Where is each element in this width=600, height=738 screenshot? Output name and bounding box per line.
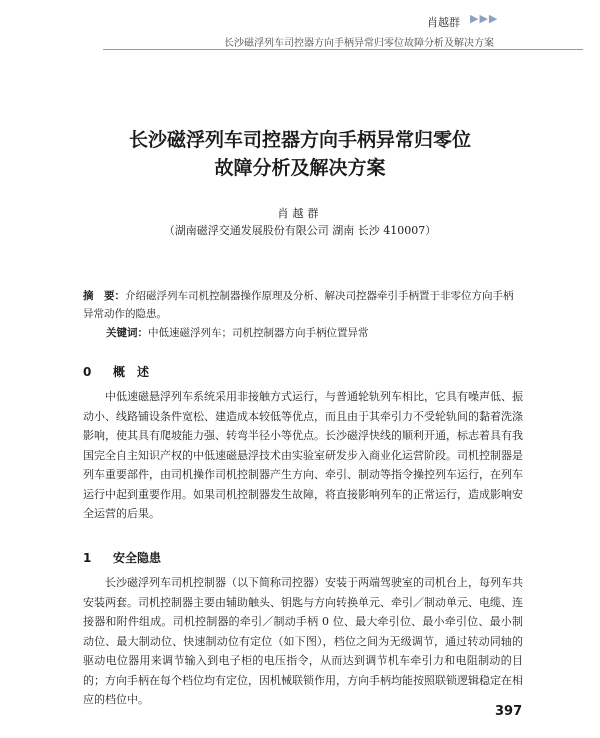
header-arrow-icon: ▶▶▶ [470, 12, 499, 25]
title-line-2: 故障分析及解决方案 [214, 157, 386, 179]
author-name: 肖越群 [277, 207, 323, 220]
keywords-label: 关键词： [106, 327, 148, 339]
section-0-number: 0 [83, 365, 92, 379]
abstract-label: 摘 要： [83, 290, 125, 302]
keywords-text: 中低速磁浮列车；司机控制器方向手柄位置异常 [148, 327, 369, 339]
paragraph: 长沙磁浮列车司机控制器（以下简称司控器）安装于两端驾驶室的司机台上，每列车共安装两套。司机控制器主要由辅助触头、钥匙与方向转换单元、牵引／制动单元、电缆、连接器和附件组成。司机控制器的牵引／制动手柄 0 位、最大牵引位、最小牵引位、最小制动位、最大制动位、快速制动位有定位（如下图），档位之间为无级调节，通过转动同轴的驱动电位器用来调节输入到电子柜的电压指令，从而达到调节机车牵引力和电阻制动的目的；方向手柄在每个档位均有定位，因机械联锁作用，方向手柄均能按照联锁逻辑稳定在相应的档位中。 [83, 576, 523, 706]
author-affiliation: （湖南磁浮交通发展股份有限公司 湖南 长沙 410007） [163, 224, 437, 237]
page-number: 397 [495, 704, 523, 719]
section-1-heading [83, 549, 161, 566]
section-1-number: 1 [83, 551, 92, 565]
paragraph: 中低速磁悬浮列车系统采用非接触方式运行，与普通轮轨列车相比，它具有噪声低、振动小、线路铺设条件宽松、建造成本较低等优点，而且由于其牵引力不受轮轨间的黏着洗涤影响，使其具有爬坡能力强、转弯半径小等优点。长沙磁浮快线的顺利开通，标志着具有我国完全自主知识产权的中低速磁悬浮技术由实验室研发步入商业化运营阶段。司机控制器是列车重要部件，由司机操作司机控制器产生方向、牵引、制动等指令操控列车运行，在列车运行中起到重要作用。如果司机控制器发生故障，将直接影响列车的正常运行，造成影响安全运营的后果。 [83, 390, 523, 520]
keywords [106, 325, 526, 340]
header-subtitle: 长沙磁浮列车司控器方向手柄异常归零位故障分析及解决方案 [224, 38, 494, 49]
section-1-body [83, 573, 523, 710]
section-0-title: 概 述 [113, 365, 150, 379]
title-line-1: 长沙磁浮列车司控器方向手柄异常归零位 [128, 129, 471, 151]
header-author: 肖越群 [427, 16, 460, 29]
paper-title [0, 126, 600, 182]
abstract-text: 介绍磁浮列车司机控制器操作原理及分析、解决司控器牵引手柄置于非零位方向手柄异常动作的隐患。 [83, 290, 514, 320]
section-1-title: 安全隐患 [113, 551, 162, 565]
section-0-heading [83, 363, 149, 380]
abstract [83, 287, 523, 323]
section-0-body [83, 387, 523, 524]
header-divider [103, 49, 583, 50]
